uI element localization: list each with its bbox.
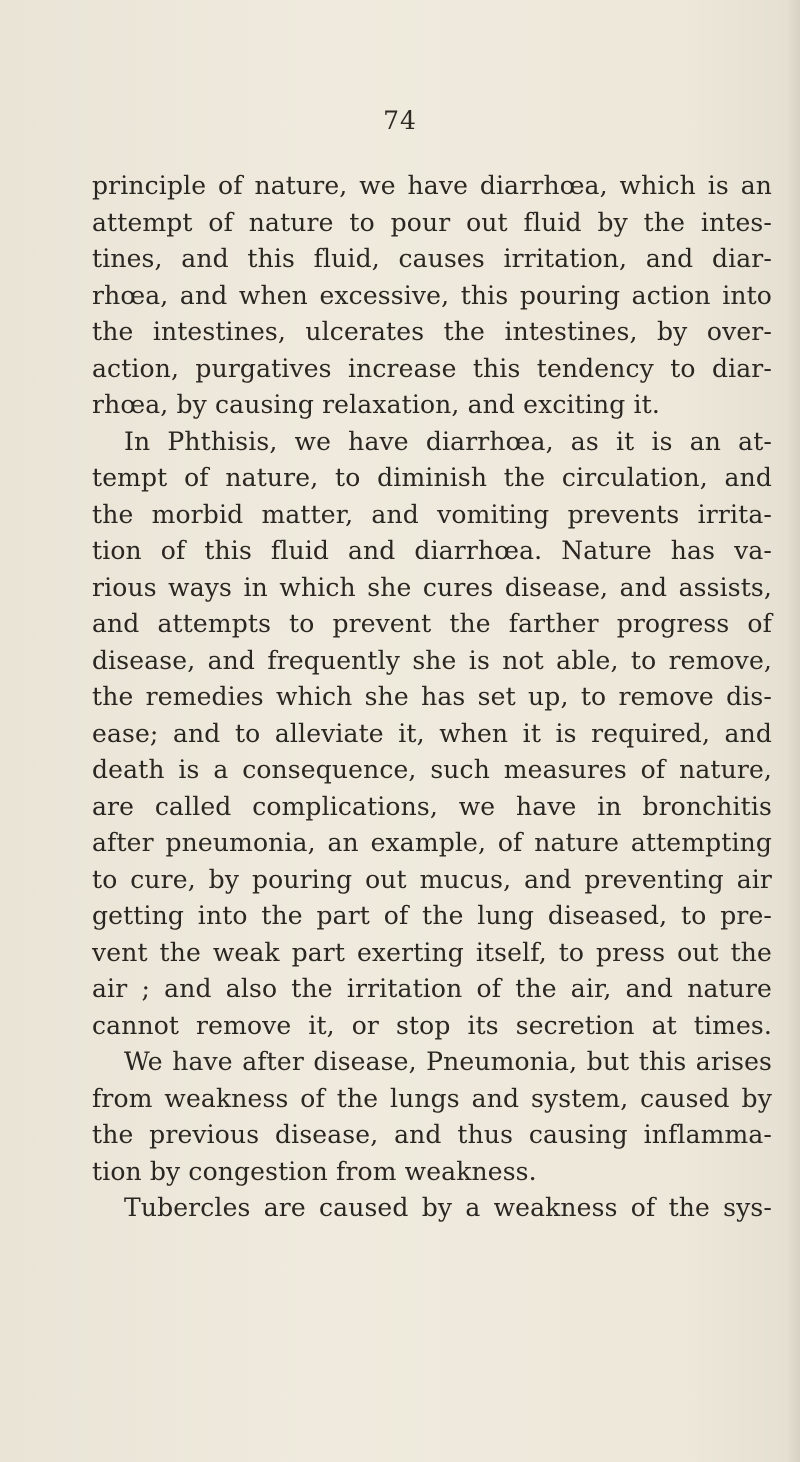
text-line-28: tion by congestion from weakness. bbox=[92, 1156, 537, 1186]
text-line-23: air ; and also the irritation of the air, and nature bbox=[92, 974, 772, 1003]
text-line-17: death is a consequence, such measures of nature, bbox=[92, 755, 772, 784]
text-line-21: getting into the part of the lung diseased, to pre- bbox=[92, 901, 772, 930]
text-line-5: the intestines, ulcerates the intestines, by over- bbox=[92, 317, 772, 346]
text-line-2: attempt of nature to pour out fluid by the intes- bbox=[92, 207, 772, 237]
text-line-4: rhœa, and when excessive, this pouring action into bbox=[92, 280, 772, 310]
text-line-22: vent the weak part exerting itself, to press out the bbox=[92, 937, 772, 967]
text-line-3: tines, and this fluid, causes irritation, and diar- bbox=[92, 244, 772, 273]
text-line-1: principle of nature, we have diarrhœa, which is an bbox=[92, 171, 772, 200]
text-line-18: are called complications, we have in bronchitis bbox=[92, 791, 772, 821]
text-line-7: rhœa, by causing relaxation, and exciting it. bbox=[92, 390, 660, 419]
text-line-6: action, purgatives increase this tendency to diar- bbox=[92, 353, 772, 383]
body-text bbox=[92, 168, 772, 1227]
text-line-9: tempt of nature, to diminish the circulation, and bbox=[92, 463, 772, 492]
text-line-12: rious ways in which she cures disease, and assists, bbox=[92, 572, 772, 602]
text-line-25: We have after disease, Pneumonia, but this arises bbox=[124, 1047, 772, 1076]
text-line-15: the remedies which she has set up, to remove dis- bbox=[92, 682, 772, 711]
text-line-20: to cure, by pouring out mucus, and preventing air bbox=[92, 864, 772, 894]
text-line-29: Tubercles are caused by a weakness of the sys- bbox=[124, 1193, 772, 1222]
text-line-8: In Phthisis, we have diarrhœa, as it is an at- bbox=[124, 426, 772, 456]
text-line-10: the morbid matter, and vomiting prevents irrita- bbox=[92, 499, 772, 529]
text-line-24: cannot remove it, or stop its secretion at times. bbox=[92, 1010, 772, 1040]
text-line-19: after pneumonia, an example, of nature attempting bbox=[92, 828, 772, 857]
text-line-13: and attempts to prevent the farther progress of bbox=[92, 609, 772, 638]
text-line-16: ease; and to alleviate it, when it is required, and bbox=[92, 718, 772, 748]
text-line-26: from weakness of the lungs and system, caused by bbox=[92, 1083, 772, 1113]
page-number: 74 bbox=[383, 106, 417, 135]
page-edge-shadow bbox=[786, 0, 800, 1462]
text-line-14: disease, and frequently she is not able, to remove, bbox=[92, 645, 772, 675]
text-line-27: the previous disease, and thus causing inflamma- bbox=[92, 1120, 772, 1149]
text-line-11: tion of this fluid and diarrhœa. Nature has va- bbox=[92, 536, 772, 565]
